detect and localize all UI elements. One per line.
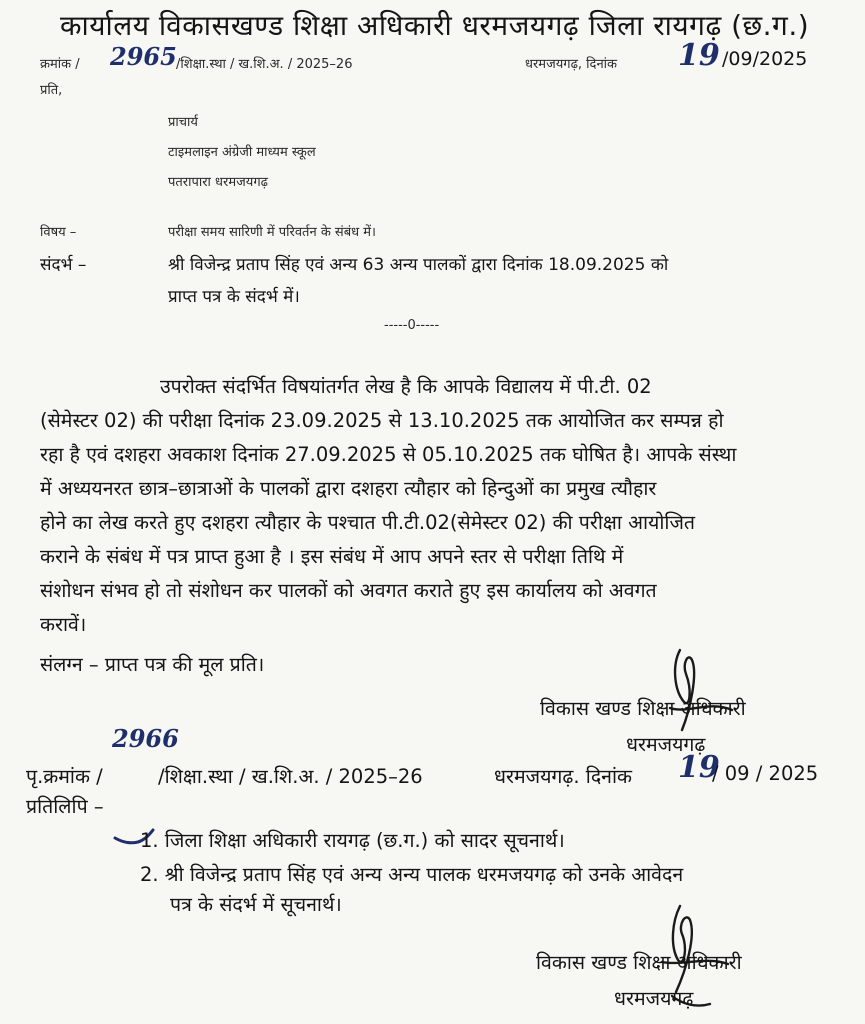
copy-item: 2. श्री विजेन्द्र प्रताप सिंह एवं अन्य अन्य पालक धरमजयगढ़ को उनके आवेदन [140, 863, 684, 886]
signature-designation: विकास खण्ड शिक्षा अधिकारी [540, 697, 746, 720]
body-line: करावें। [40, 613, 87, 636]
body-line: में अध्ययनरत छात्र–छात्राओं के पालकों द्वारा दशहरा त्यौहार को हिन्दुओं का प्रमुख त्यौहार [40, 477, 657, 500]
enclosure-line: संलग्न – प्राप्त पत्र की मूल प्रति। [40, 653, 265, 676]
reference-label: संदर्भ – [40, 255, 87, 275]
endorsement-ref-suffix: /शिक्षा.स्था / ख.शि.अ. / 2025–26 [158, 765, 423, 788]
ref-label: क्रमांक / [40, 57, 80, 72]
endorsement-date-rest: / 09 / 2025 [712, 762, 819, 785]
endorsement-place-date-label: धरमजयगढ़. दिनांक [494, 765, 633, 788]
addressee-line: प्राचार्य [168, 115, 198, 130]
subject-text: परीक्षा समय सारिणी में परिवर्तन के संबंध में। [168, 225, 376, 240]
body-line: संशोधन संभव हो तो संशोधन कर पालकों को अवगत कराते हुए इस कार्यालय को अवगत [40, 579, 657, 602]
separator: -----0----- [384, 318, 440, 333]
body-line: (सेमेस्टर 02) की परीक्षा दिनांक 23.09.2025 से 13.10.2025 तक आयोजित कर सम्पन्न हो [40, 409, 724, 432]
reference-text: प्राप्त पत्र के संदर्भ में। [168, 287, 300, 307]
signature-place: धरमजयगढ़ [614, 987, 694, 1010]
subject-label: विषय – [40, 225, 77, 240]
body-line: कराने के संबंध में पत्र प्राप्त हुआ है । इस संबंध में आप अपने स्तर से परीक्षा तिथि में [40, 545, 624, 568]
place-date-label: धरमजयगढ़, दिनांक [525, 57, 618, 72]
handwritten-ref-number: 2965 [110, 42, 177, 71]
signature-designation: विकास खण्ड शिक्षा अधिकारी [536, 951, 742, 974]
endorsement-ref-prefix: पृ.क्रमांक / [26, 765, 103, 788]
to-label: प्रति, [40, 83, 63, 98]
addressee-line: टाइमलाइन अंग्रेजी माध्यम स्कूल [168, 145, 316, 160]
handwritten-endorsement-day: 19 [678, 750, 720, 785]
handwritten-endorsement-number: 2966 [112, 724, 179, 753]
copy-item: 1. जिला शिक्षा अधिकारी रायगढ़ (छ.ग.) को सादर सूचनार्थ। [140, 829, 565, 852]
ref-suffix: /शिक्षा.स्था / ख.शि.अ. / 2025–26 [176, 57, 353, 72]
signature-place: धरमजयगढ़ [626, 733, 706, 756]
letterhead-title: कार्यालय विकासखण्ड शिक्षा अधिकारी धरमजयगढ़ जिला रायगढ़ (छ.ग.) [60, 9, 810, 42]
body-line: उपरोक्त संदर्भित विषयांतर्गत लेख है कि आपके विद्यालय में पी.टी. 02 [160, 375, 652, 398]
body-line: रहा है एवं दशहरा अवकाश दिनांक 27.09.2025 से 05.10.2025 तक घोषित है। आपके संस्था [40, 443, 737, 466]
date-rest: /09/2025 [722, 48, 808, 70]
body-line: होने का लेख करते हुए दशहरा त्यौहार के पश्चात पी.टी.02(सेमेस्टर 02) की परीक्षा आयोजित [40, 511, 696, 534]
copy-label: प्रतिलिपि – [26, 795, 104, 818]
reference-text: श्री विजेन्द्र प्रताप सिंह एवं अन्य 63 अन्य पालकों द्वारा दिनांक 18.09.2025 को [168, 255, 669, 275]
handwritten-date-day: 19 [678, 38, 720, 73]
addressee-line: पतरापारा धरमजयगढ़ [168, 175, 268, 190]
copy-item: पत्र के संदर्भ में सूचनार्थ। [170, 893, 342, 916]
